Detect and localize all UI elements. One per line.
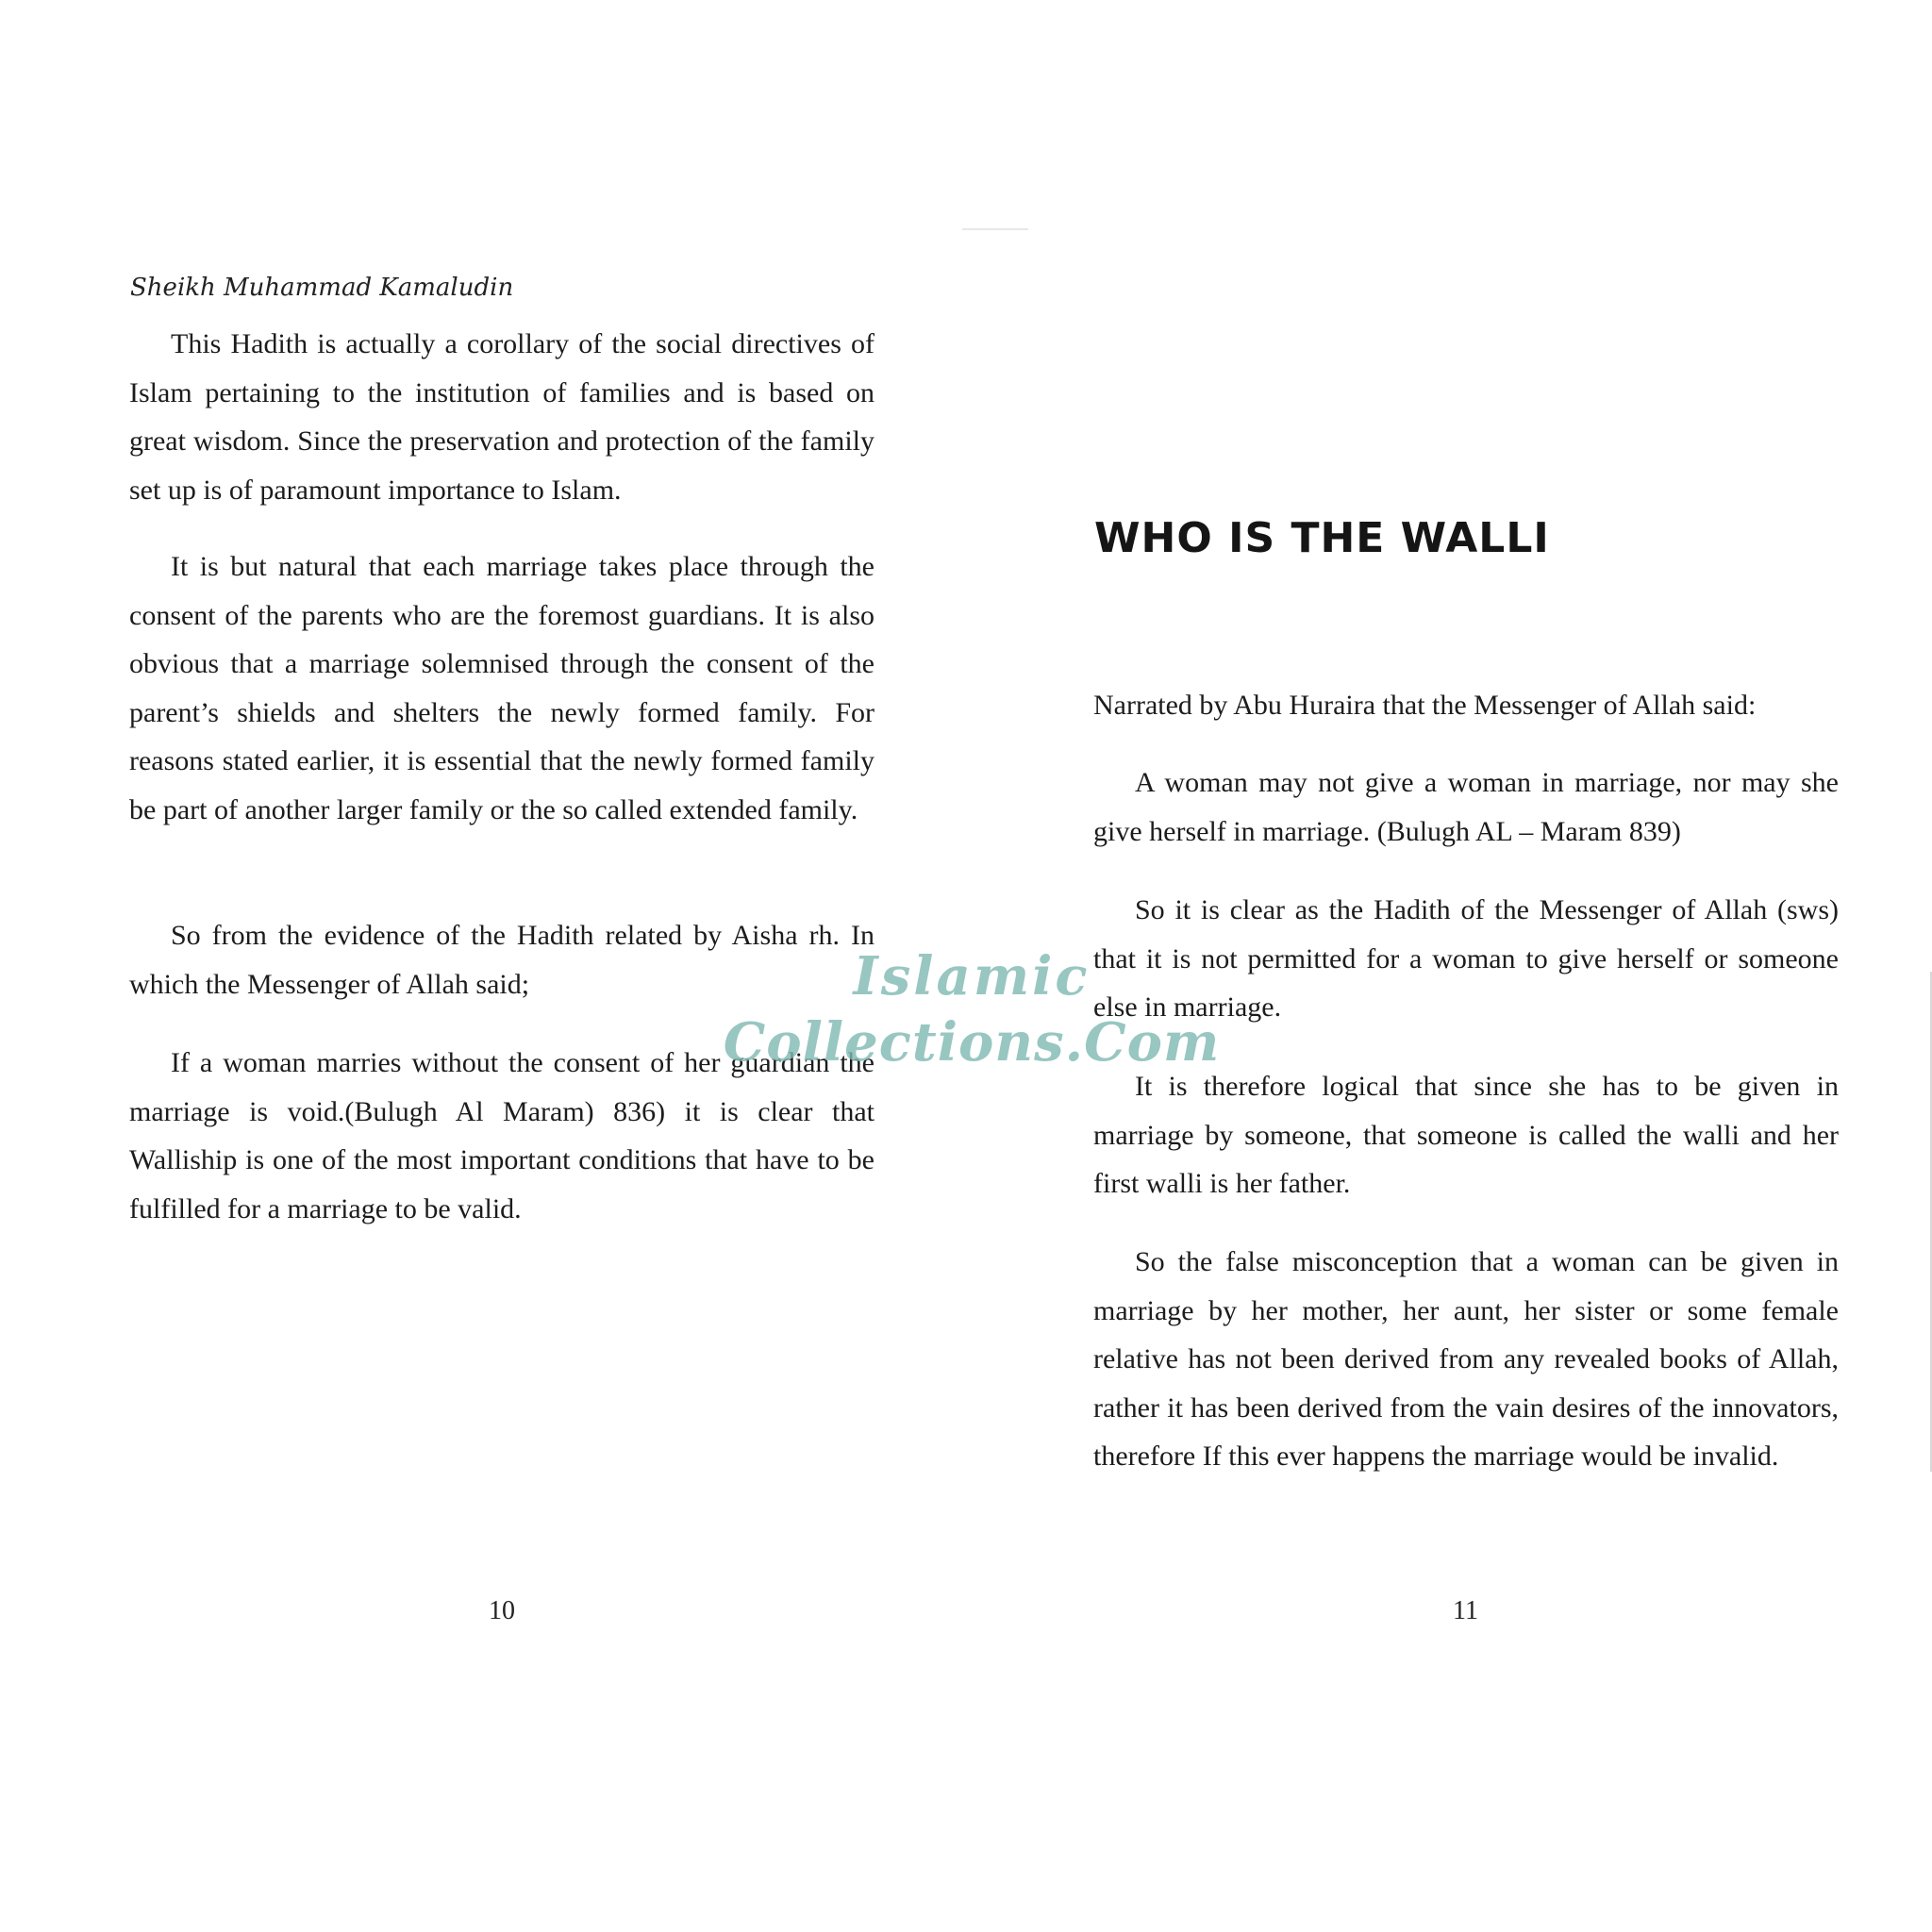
right-paragraph-3-text: So it is clear as the Hadith of the Messenger of Allah (sws) that it is not permitted for a woman to give herself or someone else in marriage. [1093, 894, 1839, 1023]
left-paragraph-2-text: It is but natural that each marriage takes place through the consent of the parents who are the foremost guardians. It is also obvious that a marriage solemnised through the consent of the parent’s shields and shelters the newly formed family. For reasons stated earlier, it is essential that the newly formed family be part of another larger family or the so called extended family. [129, 551, 874, 825]
watermark-line-1: Islamic [853, 945, 1091, 1008]
watermark-line-2: Collections.Com [723, 1011, 1221, 1074]
right-paragraph-4 [1093, 1062, 1839, 1208]
right-paragraph-1 [1093, 681, 1839, 730]
page-number-right: 11 [1453, 1596, 1478, 1625]
running-head-author: Sheikh Muhammad Kamaludin [130, 274, 514, 302]
left-paragraph-1 [129, 320, 874, 514]
left-paragraph-4-text: If a woman marries without the consent of her guardian the marriage is void.(Bulugh Al Maram) 836) it is clear that Walliship is one of the most important conditions that have to be fulfilled for a marriage to be valid. [129, 1047, 874, 1224]
left-paragraph-4 [129, 1039, 874, 1233]
right-paragraph-5-text: So the false misconception that a woman can be given in marriage by her mother, her aunt, her sister or some female relative has not been derived from any revealed books of Allah, rather it has been derived from the vain desires of the innovators, therefore If this ever happens the marriage would be invalid. [1093, 1246, 1839, 1472]
page-number-left: 10 [489, 1596, 515, 1625]
chapter-title: WHO IS THE WALLI [1094, 514, 1550, 562]
left-paragraph-2 [129, 542, 874, 834]
right-paragraph-1-text: Narrated by Abu Huraira that the Messenger of Allah said: [1093, 690, 1757, 721]
right-paragraph-5 [1093, 1238, 1839, 1481]
right-paragraph-3 [1093, 886, 1839, 1032]
right-paragraph-4-text: It is therefore logical that since she has to be given in marriage by someone, that someone is called the walli and her first walli is her father. [1093, 1071, 1839, 1199]
spine-shadow [962, 228, 1028, 230]
left-paragraph-3-text: So from the evidence of the Hadith related by Aisha rh. In which the Messenger of Allah said; [129, 920, 874, 1000]
right-paragraph-2-text: A woman may not give a woman in marriage, nor may she give herself in marriage. (Bulugh AL – Maram 839) [1093, 767, 1839, 847]
right-paragraph-2 [1093, 758, 1839, 856]
left-paragraph-3 [129, 911, 874, 1008]
left-paragraph-1-text: This Hadith is actually a corollary of the social directives of Islam pertaining to the institution of families and is based on great wisdom. Since the preservation and protection of the family set up is of paramount importance to Islam. [129, 328, 874, 506]
